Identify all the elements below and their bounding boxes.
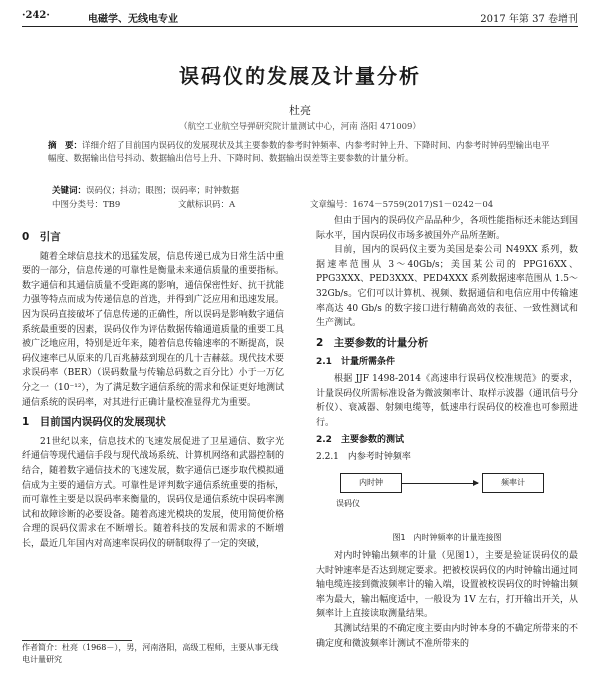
section-heading-1: 1 目前国内误码仪的发展现状 — [22, 416, 166, 429]
paragraph: 其测试结果的不确定度主要由内时钟本身的不确定所带来的不确定度和微波频率计测试不准所带来的 — [316, 624, 578, 649]
keywords-label: 关键词： — [52, 186, 87, 196]
diagram-box-frequency-counter: 频率计 — [482, 473, 544, 493]
keywords — [52, 184, 554, 196]
clc-number: 中图分类号：TB9 — [52, 200, 121, 210]
section-heading-0: 0 引言 — [22, 231, 61, 243]
author: 杜亮 — [289, 104, 311, 117]
footnote-rule — [22, 640, 132, 641]
subsection-heading-2-2: 2.2 主要参数的测试 — [316, 435, 404, 446]
diagram-box-internal-clock: 内时钟 — [340, 473, 402, 493]
subsection-heading-2-2-1: 2.2.1 内参考时钟频率 — [316, 451, 411, 462]
subsection-heading-2-1: 2.1 计量所需条件 — [316, 357, 395, 368]
section-heading-2: 2 主要参数的计量分析 — [316, 336, 429, 349]
running-header — [22, 8, 578, 28]
paragraph: 随着全球信息技术的迅猛发展，信息传递已成为日常生活中重要的一部分，信息传递的可靠性是衡量未来通信质量的重要指标。数字通信和其通信质量不受距离的影响，通信保密性好、抗干扰能力强等特点而成为传递信息的首选，并得到广泛应用和迅速发展。因为误码直接破坏了信息传递的正确性，所以误码是影响数字通信系统最重要的因素，误码仪作为评估数据传输通道质量的重要工具被广泛地应用，特别是近年来，随着信息传输速率的不断提高，误码仪速率已从原来的几百兆赫兹到现在的几十吉赫兹。现代技术要求误码率（BER）（误码数量与传输总码数之百分比）小于一万亿分之一（10⁻¹²），为了满足数字通信系统的需求和保证更好地测试通信系统的误码率，对其进行正确计量校准显得尤为重要。 — [22, 251, 284, 408]
figure-1-caption: 图1 内时钟频率的计量连接图 — [392, 532, 502, 542]
diagram-arrow — [402, 483, 478, 484]
journal-section: 电磁学、无线电专业 — [88, 14, 178, 25]
abstract — [48, 140, 554, 166]
left-column — [22, 225, 284, 551]
paper-title: 误码仪的发展及计量分析 — [179, 64, 421, 88]
paragraph: 目前，国内的误码仪主要为美国是泰公司 N49XX 系列，数据速率范围从 3～40Gb/s；美国某公司的 PPG16XX、PPG3XXX、PED3XXX、PED4XXX 系列数据速率范围从 1.5～32Gb/s。它们可以计算机、视频、数据通信和电信应用中传输速率高达 40 Gb/s 的数字接口进行精确高效的表征、一致性测试和生产测试。 — [316, 245, 578, 329]
footnote: 作者简介：杜亮（1968－），男，河南洛阳，高级工程师，主要从事无线电计量研究 — [22, 643, 279, 664]
right-column — [316, 214, 578, 651]
keywords-text: 误码仪；抖动；眼图；误码率；时钟数据 — [86, 186, 240, 196]
abstract-label: 摘 要： — [48, 141, 83, 151]
figure-1-diagram — [316, 469, 578, 531]
paragraph: 根据 JJF 1498-2014《高速串行误码仪校准规范》的要求，计量误码仪所需标准设备为微波频率计、取样示波器（通讯信号分析仪）、衰减器、射频电缆等，低速串行误码仪的校准也可参照进行。 — [316, 373, 578, 428]
doc-code: 文献标识码：A — [178, 200, 236, 210]
article-number: 文章编号：1674－5759(2017)S1－0242－04 — [310, 200, 494, 210]
header-rule — [22, 26, 578, 27]
abstract-text: 详细介绍了目前国内误码仪的发展现状及其主要参数的参考时钟频率、内参考时钟上升、下降时间、内参考时钟码型输出电平幅度、数据输出信号抖动、数据输出信号上升、下降时间、数据输出误差等主要参数的计量分析。 — [48, 141, 550, 164]
paragraph: 21世纪以来，信息技术的飞速发展促进了卫星通信、数字光纤通信等现代通信手段与现代战场系统、计算机网络和武器控制的结合，随着数字通信技术的飞速发展，数字通信已逐步取代模拟通信成为主要的通信方式。可靠性是评判数字通信系统重要的指标，而可靠性主要是以误码率来衡量的，误码仪是通信系统中误码率测试和故障诊断的必要设备。随着高速光模块的发展，使用简便价格合理的误码仪需求在不断增长。随着科技的发展和需求的不断增长，最近几年国内对高速率误码仪的研制取得了一定的突破， — [22, 436, 284, 549]
journal-issue: 2017 年第 37 卷增刊 — [480, 14, 578, 25]
page-number: ·242· — [22, 10, 50, 21]
paragraph: 但由于国内的误码仪产品品种少，各项性能指标还未能达到国际水平，国内误码仪市场多被国外产品所垄断。 — [316, 216, 578, 241]
diagram-label-bert: 误码仪 — [336, 498, 360, 508]
paragraph: 对内时钟输出频率的计量（见图1），主要是验证误码仪的最大时钟速率是否达到规定要求。把被校误码仪的内时钟输出通过同轴电缆连接到微波频率计的输入端，设置被校误码仪的时钟输出频率为最大，输出幅度适中，一般设为 1V 左右，打开输出开关，从频率计上直接读取测量结果。 — [316, 551, 578, 620]
affiliation: （航空工业航空导弹研究院计量测试中心，河南 洛阳 471009） — [179, 122, 421, 132]
